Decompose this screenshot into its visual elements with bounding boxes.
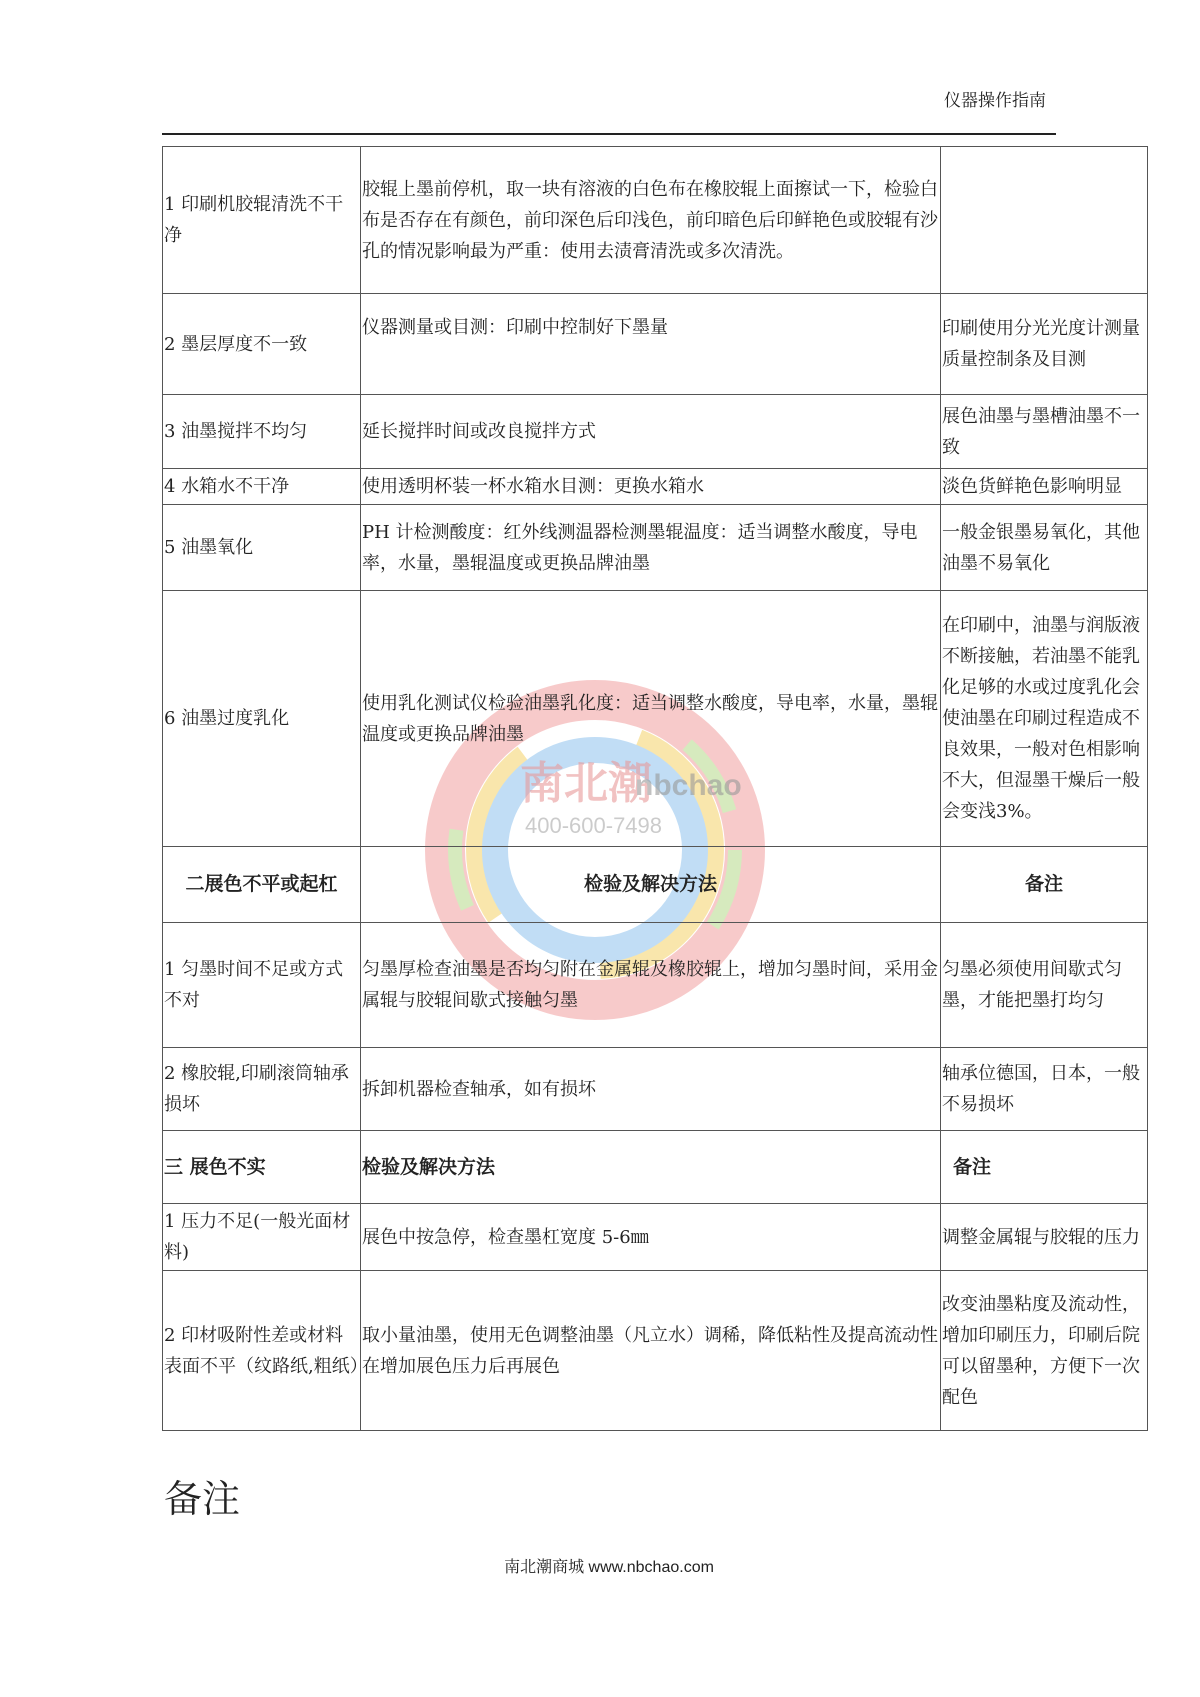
problem-cell: 2 橡胶辊,印刷滚筒轴承损坏 bbox=[163, 1048, 361, 1131]
note-cell: 在印刷中，油墨与润版液不断接触，若油墨不能乳化足够的水或过度乳化会使油墨在印刷过程造成不良效果，一般对色相影响不大，但湿墨干燥后一般会变浅3%。 bbox=[941, 591, 1148, 847]
method-cell: 延长搅拌时间或改良搅拌方式 bbox=[361, 395, 941, 469]
problem-cell: 2 墨层厚度不一致 bbox=[163, 294, 361, 395]
method-cell: 胶辊上墨前停机，取一块有溶液的白色布在橡胶辊上面擦试一下，检验白布是否存在有颜色，前印深色后印浅色，前印暗色后印鲜艳色或胶辊有沙孔的情况影响最为严重：使用去渍膏清洗或多次清洗。 bbox=[361, 147, 941, 294]
header-divider bbox=[162, 133, 1056, 135]
method-cell: 拆卸机器检查轴承，如有损坏 bbox=[361, 1048, 941, 1131]
note-cell: 调整金属辊与胶辊的压力 bbox=[941, 1204, 1148, 1271]
table-row bbox=[163, 294, 1148, 395]
note-header: 备注 bbox=[941, 1131, 1148, 1204]
watermark-phone: 400-600-7498 bbox=[525, 813, 663, 838]
table-row bbox=[163, 147, 1148, 294]
table-row bbox=[163, 591, 1148, 847]
section-header-row bbox=[163, 1131, 1148, 1204]
problem-cell: 4 水箱水不干净 bbox=[163, 469, 361, 505]
note-cell: 轴承位德国，日本，一般不易损坏 bbox=[941, 1048, 1148, 1131]
problem-cell: 6 油墨过度乳化 bbox=[163, 591, 361, 847]
problem-cell: 1 压力不足(一般光面材料) bbox=[163, 1204, 361, 1271]
method-cell: PH 计检测酸度：红外线测温器检测墨辊温度：适当调整水酸度，导电率，水量，墨辊温度或更换品牌油墨 bbox=[361, 505, 941, 591]
problem-cell: 1 印刷机胶辊清洗不干净 bbox=[163, 147, 361, 294]
watermark-logo-en: nbchao bbox=[635, 769, 742, 802]
footer-text: 南北潮商城 www.nbchao.com bbox=[504, 1559, 714, 1576]
table-row bbox=[163, 469, 1148, 505]
problem-cell: 2 印材吸附性差或材料表面不平（纹路纸,粗纸） bbox=[163, 1271, 361, 1431]
table-row bbox=[163, 1204, 1148, 1271]
problem-cell: 1 匀墨时间不足或方式不对 bbox=[163, 923, 361, 1048]
note-cell bbox=[941, 147, 1148, 294]
table-row bbox=[163, 1271, 1148, 1431]
watermark-logo-cn: 南北潮 bbox=[520, 758, 652, 809]
note-cell: 淡色货鲜艳色影响明显 bbox=[941, 469, 1148, 505]
table-row bbox=[163, 1048, 1148, 1131]
method-cell: 使用透明杯装一杯水箱水目测：更换水箱水 bbox=[361, 469, 941, 505]
method-cell: 匀墨厚检查油墨是否均匀附在金属辊及橡胶辊上，增加匀墨时间，采用金属辊与胶辊间歇式接触匀墨 bbox=[361, 923, 941, 1048]
problem-cell: 5 油墨氧化 bbox=[163, 505, 361, 591]
header-title: 仪器操作指南 bbox=[944, 91, 1046, 111]
method-cell: 展色中按急停，检查墨杠宽度 5-6㎜ bbox=[361, 1204, 941, 1271]
method-header: 检验及解决方法 bbox=[361, 1131, 941, 1204]
section-header-row bbox=[163, 847, 1148, 923]
method-cell: 仪器测量或目测：印刷中控制好下墨量 bbox=[361, 294, 941, 395]
section-title: 三 展色不实 bbox=[163, 1131, 361, 1204]
method-cell: 使用乳化测试仪检验油墨乳化度：适当调整水酸度，导电率，水量，墨辊温度或更换品牌油墨 bbox=[361, 591, 941, 847]
note-cell: 展色油墨与墨槽油墨不一致 bbox=[941, 395, 1148, 469]
method-header: 检验及解决方法 bbox=[361, 847, 941, 923]
table-row bbox=[163, 923, 1148, 1048]
table-row bbox=[163, 505, 1148, 591]
table-row bbox=[163, 395, 1148, 469]
problem-cell: 3 油墨搅拌不均匀 bbox=[163, 395, 361, 469]
note-cell: 改变油墨粘度及流动性，增加印刷压力，印刷后院可以留墨种，方便下一次配色 bbox=[941, 1271, 1148, 1431]
troubleshooting-table bbox=[162, 146, 1148, 1431]
note-cell: 印刷使用分光光度计测量质量控制条及目测 bbox=[941, 294, 1148, 395]
section-title: 二展色不平或起杠 bbox=[163, 847, 361, 923]
method-cell: 取小量油墨，使用无色调整油墨（凡立水）调稀，降低粘性及提高流动性在增加展色压力后再展色 bbox=[361, 1271, 941, 1431]
note-cell: 一般金银墨易氧化，其他油墨不易氧化 bbox=[941, 505, 1148, 591]
note-header: 备注 bbox=[941, 847, 1148, 923]
notes-heading: 备注 bbox=[164, 1477, 241, 1521]
note-cell: 匀墨必须使用间歇式匀墨，才能把墨打均匀 bbox=[941, 923, 1148, 1048]
